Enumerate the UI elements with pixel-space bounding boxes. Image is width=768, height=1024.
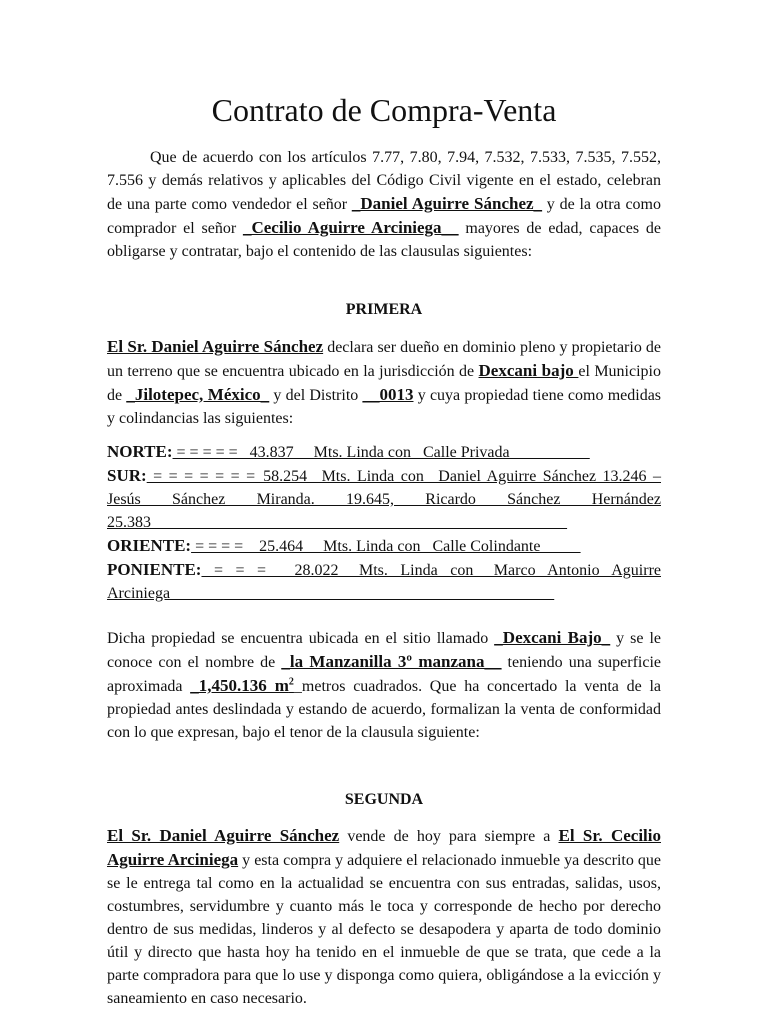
document-title: Contrato de Compra-Venta: [211, 92, 557, 128]
boundary-label-poniente: PONIENTE:: [107, 560, 202, 579]
boundary-sur: [107, 464, 661, 534]
intro-text-2: y de la otra como comprador el señor: [107, 196, 661, 237]
boundary-text-norte: = = = = = _43.837__ Mts. Linda con _Calle Privada__________: [172, 444, 590, 461]
intro-text-3: mayores de edad, capaces de obligarse y contratar, bajo el contenido de las clausulas siguientes:: [107, 220, 662, 260]
boundaries-list: [107, 440, 661, 605]
primera-municipio: _Jilotepec, México_: [126, 385, 270, 404]
boundary-poniente: [107, 558, 661, 605]
boundary-label-sur: SUR:: [107, 466, 147, 485]
segunda-text-2: y esta compra y adquiere el relacionado inmueble ya descrito que se le entrega tal como en la actualidad se encuentra con sus entradas, salidas, usos, costumbres, servidumbre y cuanto más le toca y corresponde de hecho por derecho dentro de sus medidas, linderos y al defecto se desapodera y aparta de todo dominio útil y directo que hasta hoy ha tenido en el inmueble de que se trata, que cede a la parte compradora para que lo use y disponga como quiera, obligándose a la evicción y saneamiento en caso necesario.: [107, 852, 661, 1007]
boundary-oriente: [107, 534, 661, 558]
segunda-seller-name: El Sr. Daniel Aguirre Sánchez: [107, 826, 340, 845]
primera-text-4: y cuya propiedad tiene como medidas y colindancias las siguientes:: [107, 387, 662, 427]
boundary-label-oriente: ORIENTE:: [107, 536, 192, 555]
primera-p2-text-3: teniendo una superficie aproximada: [107, 654, 661, 695]
clause-heading-segunda: SEGUNDA: [344, 791, 424, 808]
segunda-buyer-name: El Sr. Cecilio Aguirre Arciniega: [107, 826, 661, 869]
segunda-text-1: vende de hoy para siempre a: [339, 828, 559, 845]
boundary-norte: [107, 440, 661, 464]
intro-text-1: Que de acuerdo con los artículos 7.77, 7.80, 7.94, 7.532, 7.533, 7.535, 7.552, 7.556 y demás relativos y aplicables del Código Civil vigente en el estado, celebran de una parte como vendedor el señor: [107, 149, 661, 213]
primera-p2-text-4: _metros cuadrados. Que ha concertado la venta de la propiedad antes deslindada y estando de acuerdo, formalizan la venta de conformidad con lo que expresan, bajo el tenor de la clausula siguiente:: [107, 678, 661, 741]
primera-seller-name: El Sr. Daniel Aguirre Sánchez: [107, 337, 324, 356]
superficie-value: _1,450.136 $m^2$: [190, 676, 294, 695]
primera-distrito: __0013: [362, 385, 414, 404]
primera-place: Dexcani bajo: [478, 361, 579, 380]
primera-text-2: el Municipio de: [107, 363, 661, 404]
boundary-text-poniente: = = = __28.022_ Mts. Linda con _Marco Antonio Aguirre Arciniega________________________________________________: [107, 562, 661, 602]
boundary-text-sur: = = = = = = =_58.254_ Mts. Linda con _Daniel Aguirre Sánchez 13.246 – Jesús Sánchez Miranda. 19.645, Ricardo Sánchez Hernández 25.383____________________________________________________: [107, 468, 661, 531]
seller-name: _Daniel Aguirre Sánchez_: [351, 194, 543, 213]
primera-p2-text-1: Dicha propiedad se encuentra ubicada en el sitio llamado: [107, 630, 495, 647]
primera-paragraph-2: [107, 626, 661, 744]
primera-text-3: y del Distrito: [269, 387, 363, 404]
boundary-label-norte: NORTE:: [107, 442, 173, 461]
superficie-exponent: 2: [288, 676, 294, 688]
clause-heading-primera: PRIMERA: [345, 301, 423, 318]
segunda-paragraph-1: [107, 824, 661, 1010]
sitio-name: _Dexcani Bajo_: [494, 628, 611, 647]
primera-p2-text-2: y se le conoce con el nombre de: [107, 630, 662, 671]
intro-paragraph: [107, 146, 661, 263]
primera-paragraph-1: [107, 335, 661, 430]
propiedad-nombre: _la Manzanilla 3º manzana__: [281, 652, 502, 671]
buyer-name: _Cecilio Aguirre Arciniega__: [242, 218, 459, 237]
primera-text-1: declara ser dueño en dominio pleno y propietario de un terreno que se encuentra ubicado en la jurisdicción de: [107, 339, 662, 380]
boundary-text-oriente: = = = =__25.464__ Mts. Linda con _Calle Colindante_____: [191, 538, 581, 555]
